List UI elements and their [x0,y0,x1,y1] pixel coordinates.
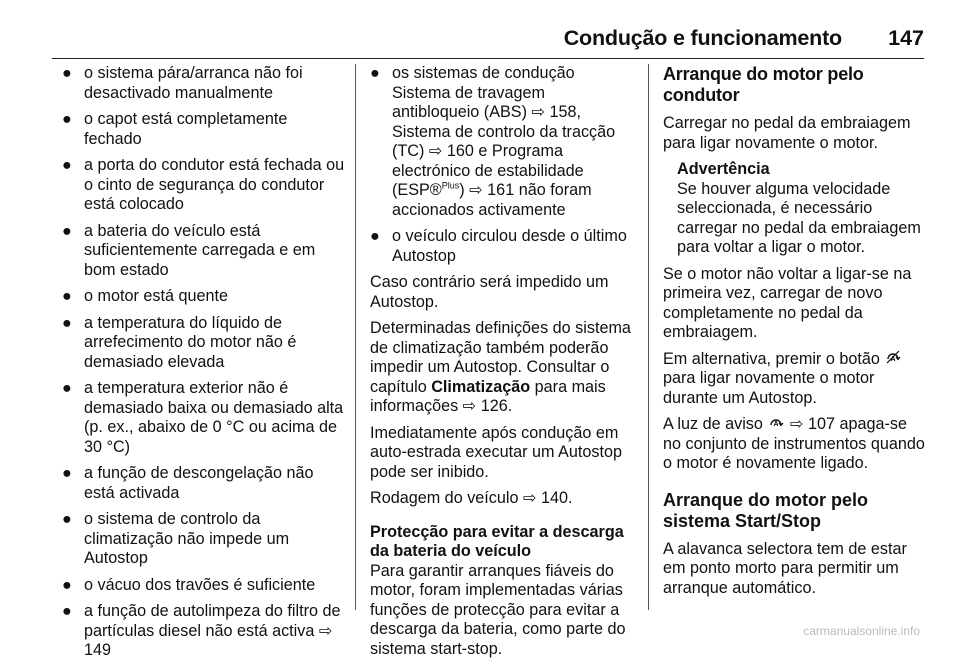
watermark: carmanualsonline.info [803,624,920,638]
paragraph: Se o motor não voltar a ligar-se na primeira vez, carregar de novo completamente no pedal da embraiagem. [663,264,912,341]
list-item: ● a temperatura exterior não é demasiado baixa ou demasiado alta (p. ex., abaixo de 0 °C ou acima de 30 °C) [62,379,344,456]
list-item: ● o sistema de controlo da climatização não impede um Autostop [62,510,290,567]
column-2 [370,64,636,666]
paragraph: Caso contrário será impedido um Autostop. [370,273,609,311]
list-item: ● a porta do condutor está fechada ou o cinto de segurança do condutor está colocado [62,156,345,213]
paragraph: Determinadas definições do sistema de climatização também poderão impedir um Autostop. Consultar o capítulo Climatização para mais informações ⇨ 126. [370,319,631,415]
page-header [0,22,960,62]
plus-superscript: Plus [441,180,460,191]
list-item: ● os sistemas de condução Sistema de travagem antibloqueio (ABS) ⇨ 158, Sistema de controlo da tracção (TC) ⇨ 160 e Programa electrónico de estabilidade (ESP®$^{Plus}$) ⇨ 161 não foram accionados activamente [370,64,616,219]
note-title: Advertência [677,160,770,178]
autostop-off-icon [884,350,902,370]
list-item: ● o vácuo dos travões é suficiente [62,575,316,594]
page-number: 147 [888,26,924,50]
list-item: ● o veículo circulou desde o último Autostop [370,227,627,265]
paragraph: Imediatamente após condução em auto-estrada executar um Autostop pode ser inibido. [370,423,622,481]
link-climatizacao: Climatização [431,377,531,396]
note-box [677,160,925,258]
paragraph: Carregar no pedal da embraiagem para ligar novamente o motor. [663,114,911,152]
column-1 [62,64,347,668]
svg-text:A: A [773,421,779,428]
column-divider [355,64,356,610]
section-heading: Arranque do motor pelo sistema Start/Stop [663,489,869,531]
paragraph: Para garantir arranques fiáveis do motor, foram implementadas várias funções de protecção para evitar a descarga da bateria, como parte do sistema start-stop. [370,561,626,658]
list-item: ● a temperatura do líquido de arrefecimento do motor não é demasiado elevada [62,313,297,371]
list-item: ● a função de autolimpeza do filtro de partículas diesel não está activa ⇨ 149 [62,602,341,659]
paragraph: A alavanca selectora tem de estar em ponto morto para permitir um arranque automático. [663,539,907,597]
list-item: ● a bateria do veículo está suficientemente carregada e em bom estado [62,221,316,279]
section-subheading: Protecção para evitar a descarga da bateria do veículo [370,522,624,560]
paragraph: Em alternativa, premir o botão A para ligar novamente o motor durante um Autostop. [663,350,925,409]
page-title: Condução e funcionamento [563,26,842,50]
column-divider [648,64,649,610]
paragraph: Rodagem do veículo ⇨ 140. [370,489,573,507]
condition-list [62,64,347,661]
paragraph: A luz de aviso A ⇨ 107 apaga-se no conjunto de instrumentos quando o motor é novamente ligado. [663,415,925,472]
section-heading: Arranque do motor pelo condutor [663,64,864,105]
list-item: ● a função de descongelação não está activada [62,464,314,502]
list-item: ● o capot está completamente fechado [62,110,288,148]
condition-list [370,64,636,266]
header-rule [52,58,924,59]
column-3 [663,64,925,605]
svg-text:A: A [890,355,896,363]
list-item: ● o sistema pára/arranca não foi desactivado manualmente [62,64,303,102]
list-item: ● o motor está quente [62,287,228,305]
autostop-indicator-icon [767,415,785,435]
note-text: Se houver alguma velocidade seleccionada, é necessário carregar no pedal da embraiagem para voltar a ligar o motor. [677,179,921,256]
